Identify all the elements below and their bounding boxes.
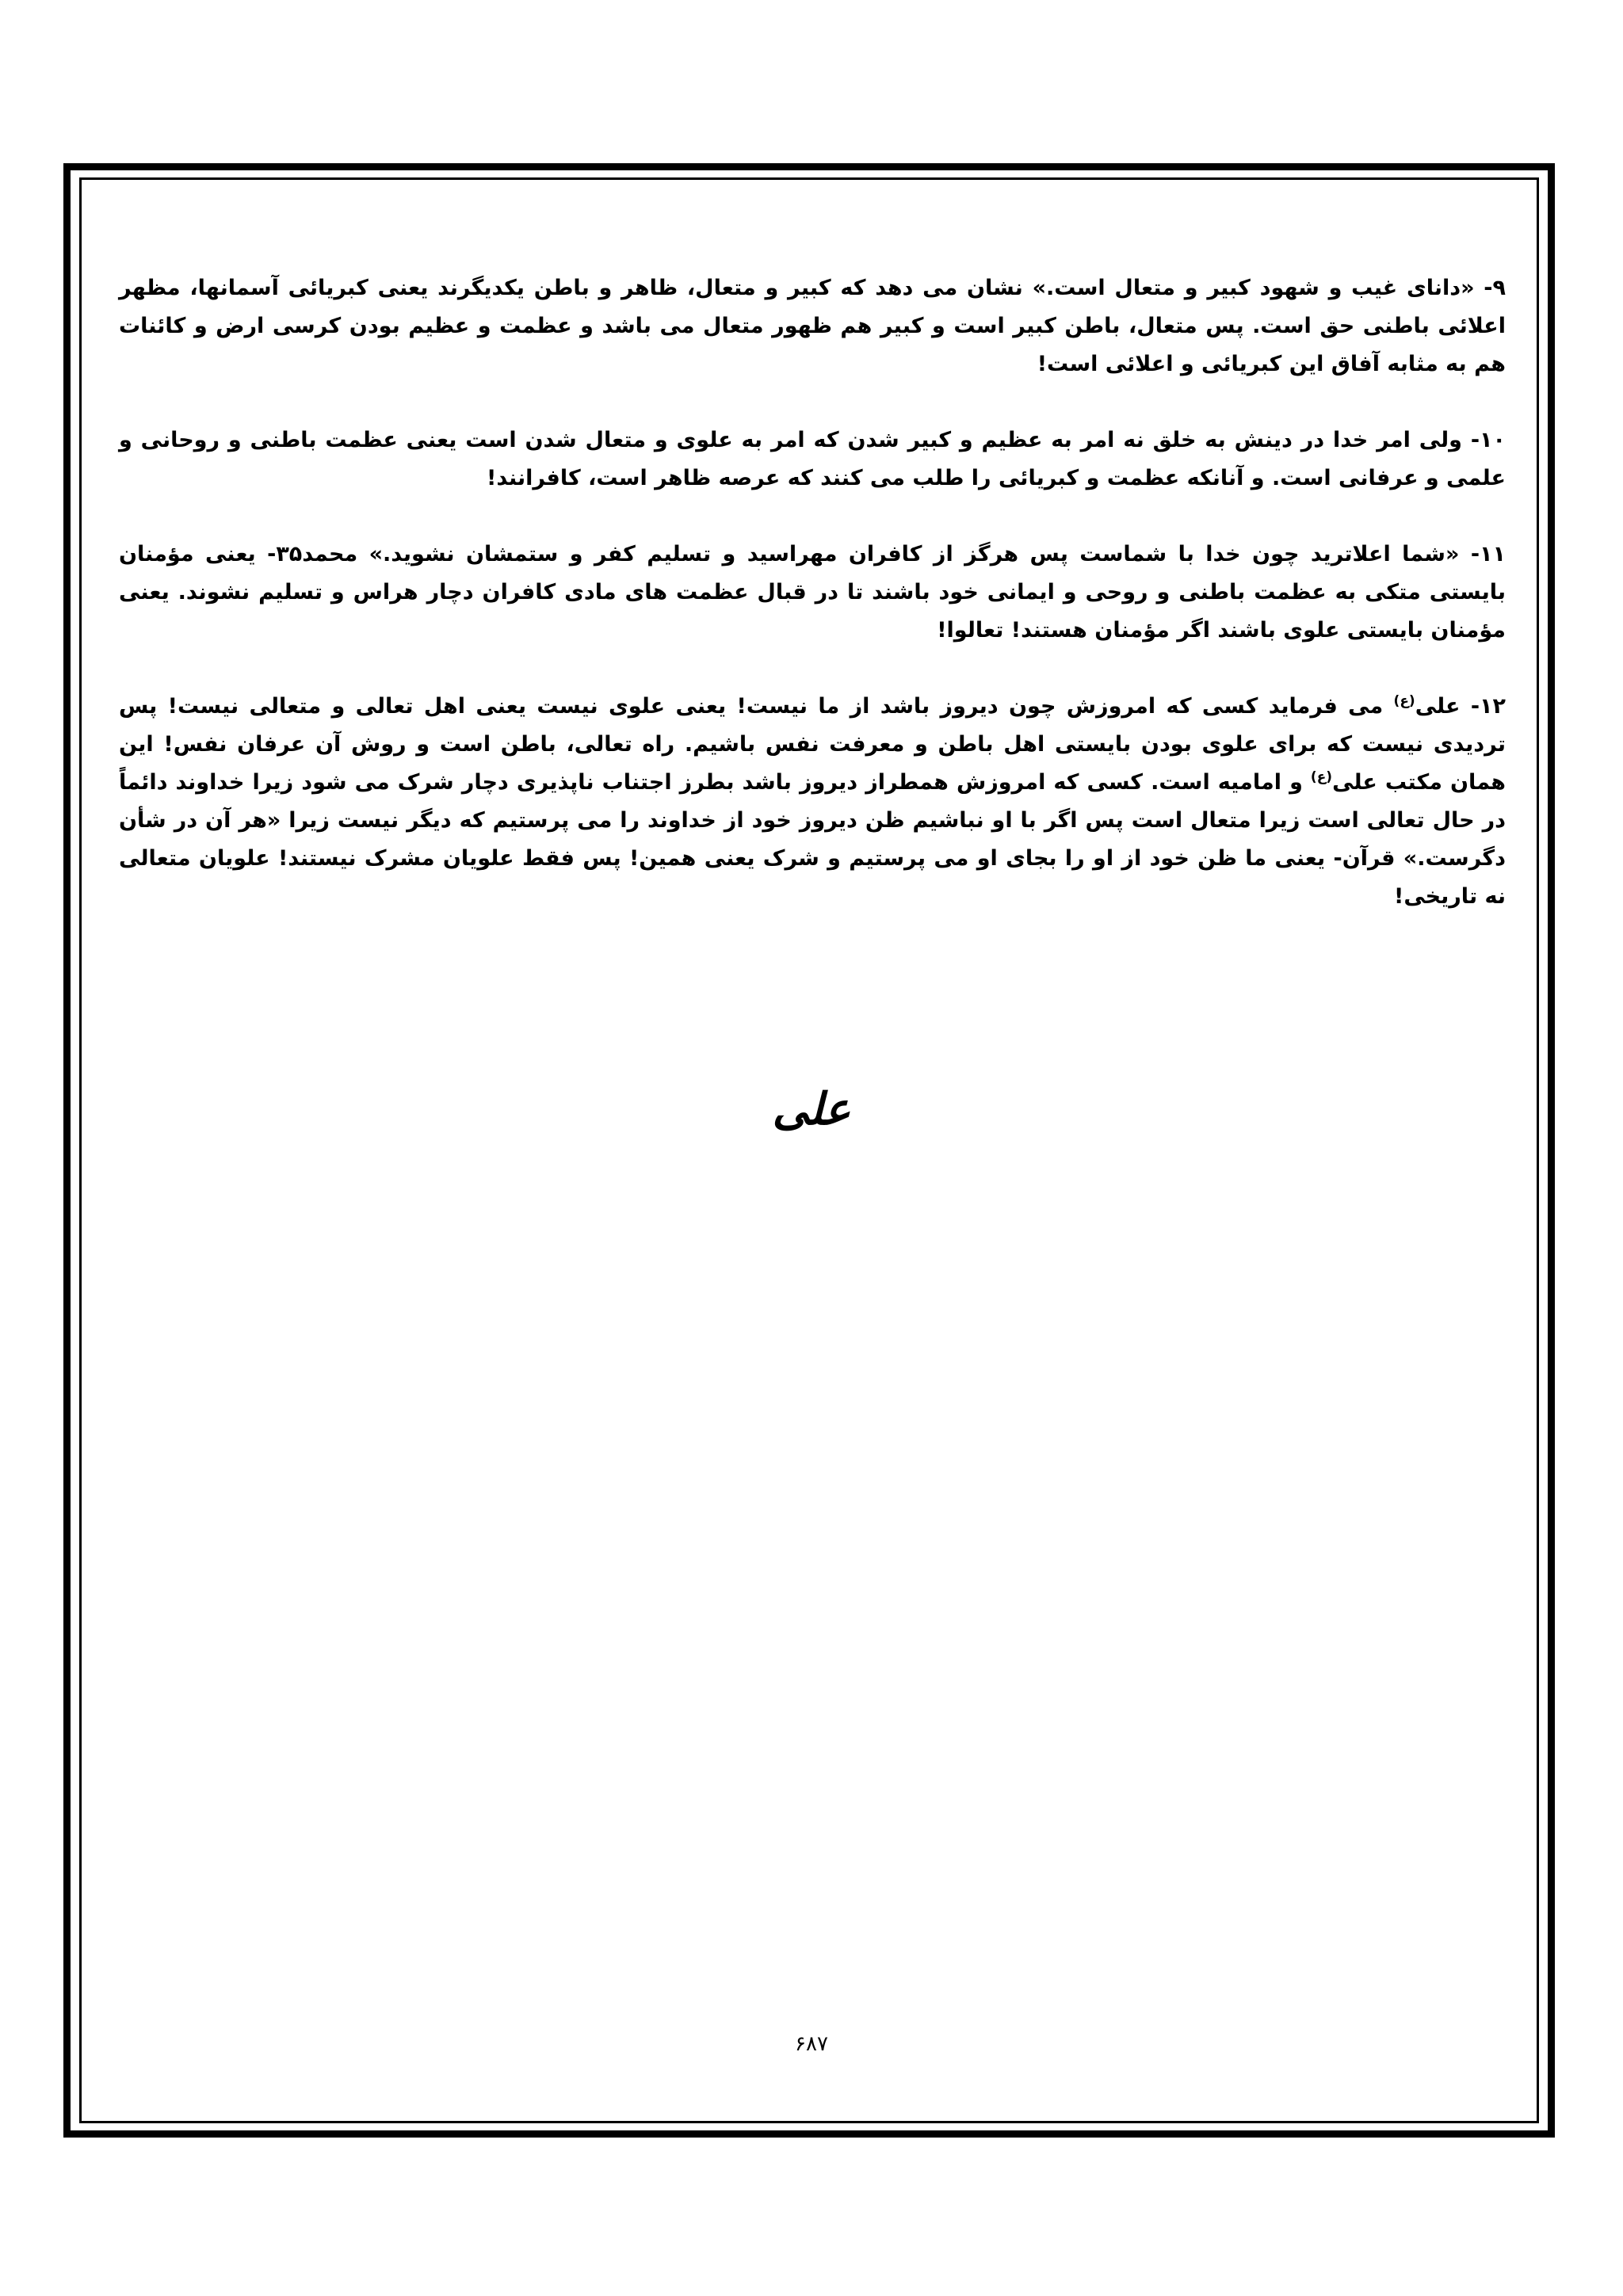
- document-body: [119, 269, 1506, 916]
- page-number: ۶۸۷: [795, 2032, 828, 2056]
- paragraph-12: [119, 688, 1506, 916]
- paragraph-11: [119, 536, 1506, 650]
- paragraph-10: [119, 421, 1506, 498]
- honorific-superscript: (ع): [1393, 693, 1415, 709]
- paragraph-9: [119, 269, 1506, 383]
- paragraph-12-part-1: ۱۲- علی: [1415, 694, 1507, 719]
- honorific-superscript: (ع): [1310, 769, 1333, 785]
- paragraph-10-text: ۱۰- ولی امر خدا در دینش به خلق نه امر به عظیم و کبیر شدن که امر به علوی و متعال شدن است یعنی عظمت باطنی و روحانی و علمی و عرفانی است. و آنانکه عظمت و کبریائی را طلب می کنند که عرصه ظاهر است، کافرانند!: [119, 428, 1506, 490]
- paragraph-12-part-2: می فرماید کسی که امروزش چون دیروز باشد از ما نیست! یعنی علوی نیست یعنی اهل تعالی و متعالی نیست! پس تردیدی نیست که برای علوی بودن بایستی اهل باطن و معرفت نفس باشیم. راه تعالی، باطن است و روش آن عرفان نفس! این همان مکتب علی: [119, 694, 1507, 795]
- paragraph-11-text: ۱۱- «شما اعلاترید چون خدا با شماست پس هرگز از کافران مهراسید و تسلیم کفر و ستمشان نشوید.» محمد۳۵- یعنی مؤمنان بایستی متکی به عظمت باطنی و روحی و ایمانی خود باشند تا در قبال عظمت های مادی کافران دچار هراس و تسلیم نشوند. یعنی مؤمنان بایستی علوی باشند اگر مؤمنان هستند! تعالوا!: [119, 542, 1506, 643]
- paragraph-9-text: ۹- «دانای غیب و شهود کبیر و متعال است.» نشان می دهد که کبیر و متعال، ظاهر و باطن یکدیگرند یعنی کبریائی آسمانها، مظهر اعلائی باطنی حق است. پس متعال، باطن کبیر است و کبیر هم ظهور متعال می باشد و عظمت و عظیم بودن کرسی ارض و کائنات هم به مثابه آفاق این کبریائی و اعلائی است!: [119, 276, 1506, 376]
- paragraph-12-part-3: و امامیه است. کسی که امروزش همطراز دیروز باشد بطرز اجتناب ناپذیری دچار شرک می شود زیرا خداوند دائماً در حال تعالی است زیرا متعال است پس اگر با او نباشیم ظن دیروز خود از خداوند را می پرستیم که دیگر نیست زیرا «هر آن در شأن دگرست.» قرآن- یعنی ما ظن خود از او را بجای او می پرستیم و شرک یعنی همین! پس فقط علویان مشرک نیستند! علویان متعالی نه تاریخی!: [119, 770, 1506, 909]
- author-signature: علی: [772, 1083, 851, 1135]
